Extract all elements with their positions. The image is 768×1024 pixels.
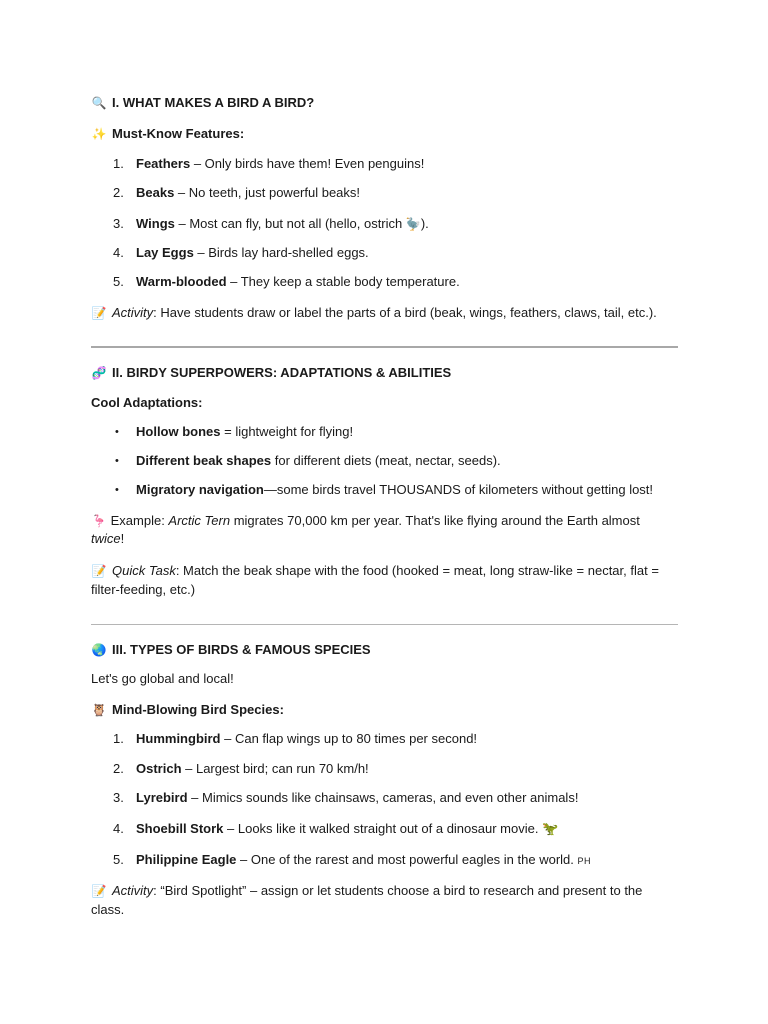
activity-note: 📝 Activity: “Bird Spotlight” – assign or let students choose a bird to research and present to the bbox=[91, 883, 643, 898]
memo-icon: 📝 bbox=[91, 884, 107, 898]
section-3-heading: 🌏 III. TYPES OF BIRDS & FAMOUS SPECIES bbox=[91, 642, 371, 657]
section-1-subheading: ✨ Must-Know Features: bbox=[91, 126, 245, 141]
quick-task-note-continued: filter-feeding, etc.) bbox=[91, 582, 196, 597]
example-note: 🦩 Example: Arctic Tern migrates 70,000 km per year. That's like flying around the Earth almost bbox=[91, 513, 640, 528]
memo-icon: 📝 bbox=[91, 306, 107, 320]
quick-task-note: 📝 Quick Task: Match the beak shape with the food (hooked = meat, long straw-like = nectar, flat = bbox=[91, 563, 659, 578]
activity-note-continued: class. bbox=[91, 902, 125, 917]
memo-icon: 📝 bbox=[91, 564, 107, 578]
section-3-intro: Let's go global and local! bbox=[91, 671, 234, 686]
example-note-continued: twice! bbox=[91, 531, 125, 546]
section-divider bbox=[91, 346, 678, 348]
section-divider bbox=[91, 624, 678, 625]
globe-icon: 🌏 bbox=[91, 643, 107, 657]
magnifier-icon: 🔍 bbox=[91, 96, 107, 110]
sparkles-icon: ✨ bbox=[91, 127, 107, 141]
activity-note: 📝 Activity: Have students draw or label the parts of a bird (beak, wings, feathers, claws, tail, etc.). bbox=[91, 305, 657, 320]
flamingo-icon: 🦩 bbox=[91, 514, 107, 528]
section-3-subheading: 🦉 Mind-Blowing Bird Species: bbox=[91, 702, 284, 717]
section-2-heading: 🧬 II. BIRDY SUPERPOWERS: ADAPTATIONS & ABILITIES bbox=[91, 365, 452, 380]
section-1-heading: 🔍 I. WHAT MAKES A BIRD A BIRD? bbox=[91, 95, 315, 110]
dna-icon: 🧬 bbox=[91, 366, 107, 380]
section-2-subheading: Cool Adaptations: bbox=[91, 395, 203, 410]
owl-icon: 🦉 bbox=[91, 703, 107, 717]
flag-tag: PH bbox=[577, 856, 592, 866]
dinosaur-icon: 🦖 bbox=[542, 821, 559, 836]
ostrich-icon: 🦤 bbox=[405, 217, 421, 231]
